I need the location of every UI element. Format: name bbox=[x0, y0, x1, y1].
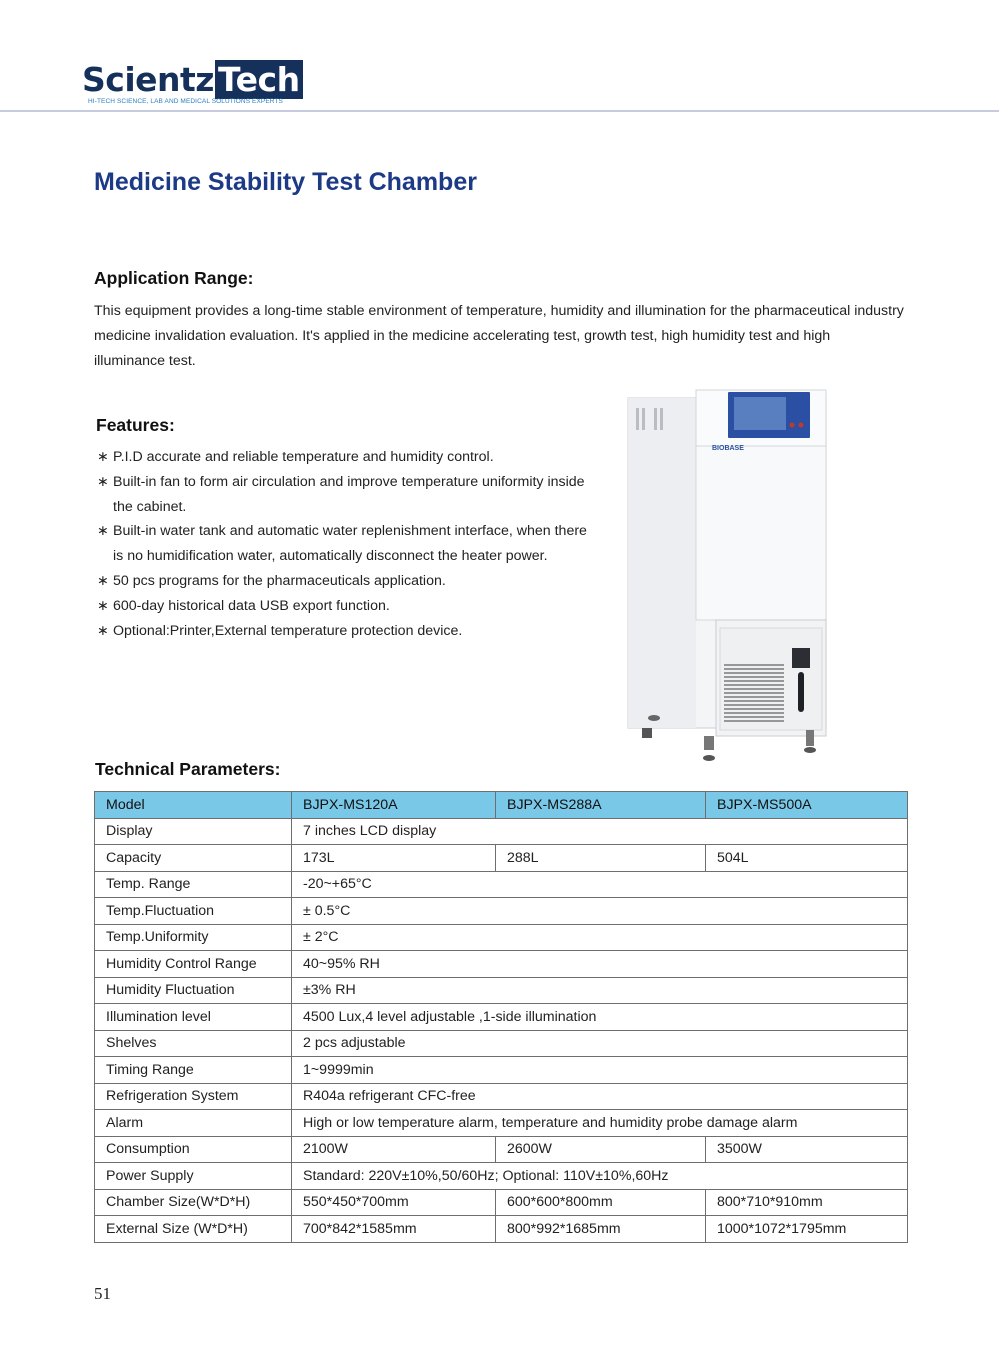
param-label: Chamber Size(W*D*H) bbox=[95, 1189, 292, 1216]
header-cell: BJPX-MS120A bbox=[292, 792, 496, 819]
table-row bbox=[95, 951, 908, 978]
param-value: 504L bbox=[706, 845, 908, 872]
param-label: Temp. Range bbox=[95, 871, 292, 898]
feature-item bbox=[97, 594, 587, 619]
table-row bbox=[95, 845, 908, 872]
param-label: Humidity Control Range bbox=[95, 951, 292, 978]
param-value: R404a refrigerant CFC-free bbox=[292, 1083, 908, 1110]
feature-text: Built-in water tank and automatic water replenishment interface, when there is no humidification water, automatically disconnect the heater power. bbox=[113, 523, 587, 565]
param-label: Refrigeration System bbox=[95, 1083, 292, 1110]
param-label: Consumption bbox=[95, 1136, 292, 1163]
param-value: 1000*1072*1795mm bbox=[706, 1216, 908, 1243]
product-brand-label: BIOBASE bbox=[712, 445, 744, 452]
param-label: Illumination level bbox=[95, 1004, 292, 1031]
features-heading: Features: bbox=[96, 415, 175, 435]
feature-text: P.I.D accurate and reliable temperature and humidity control. bbox=[113, 449, 494, 465]
header-divider bbox=[0, 110, 999, 112]
brand-tagline: HI-TECH SCIENCE, LAB AND MEDICAL SOLUTIONS EXPERTS bbox=[88, 98, 283, 105]
bullet-icon: ∗ bbox=[97, 572, 109, 589]
param-value: 7 inches LCD display bbox=[292, 818, 908, 845]
param-value: 3500W bbox=[706, 1136, 908, 1163]
param-value: 288L bbox=[496, 845, 706, 872]
page-title: Medicine Stability Test Chamber bbox=[94, 168, 477, 196]
table-row bbox=[95, 871, 908, 898]
param-value: ± 0.5°C bbox=[292, 898, 908, 925]
param-value: 550*450*700mm bbox=[292, 1189, 496, 1216]
param-value: ±3% RH bbox=[292, 977, 908, 1004]
bullet-icon: ∗ bbox=[97, 523, 109, 540]
param-label: Temp.Fluctuation bbox=[95, 898, 292, 925]
header-cell: Model bbox=[95, 792, 292, 819]
param-label: Power Supply bbox=[95, 1163, 292, 1190]
param-label: Alarm bbox=[95, 1110, 292, 1137]
param-value: 700*842*1585mm bbox=[292, 1216, 496, 1243]
table-row bbox=[95, 1216, 908, 1243]
feature-item bbox=[97, 445, 587, 470]
product-image bbox=[624, 380, 834, 772]
table-header-row bbox=[95, 792, 908, 819]
param-value: -20~+65°C bbox=[292, 871, 908, 898]
param-value: 2600W bbox=[496, 1136, 706, 1163]
param-value: 40~95% RH bbox=[292, 951, 908, 978]
table-row bbox=[95, 898, 908, 925]
param-value: 800*710*910mm bbox=[706, 1189, 908, 1216]
table-row bbox=[95, 1057, 908, 1084]
table-row bbox=[95, 977, 908, 1004]
bullet-icon: ∗ bbox=[97, 622, 109, 639]
param-label: External Size (W*D*H) bbox=[95, 1216, 292, 1243]
feature-text: Built-in fan to form air circulation and improve temperature uniformity inside the cabinet. bbox=[113, 473, 585, 515]
brand-name-part1: Scientz bbox=[82, 60, 214, 99]
feature-item bbox=[97, 470, 587, 520]
param-value: High or low temperature alarm, temperature and humidity probe damage alarm bbox=[292, 1110, 908, 1137]
param-label: Humidity Fluctuation bbox=[95, 977, 292, 1004]
application-heading: Application Range: bbox=[94, 268, 254, 288]
header-cell: BJPX-MS500A bbox=[706, 792, 908, 819]
param-value: 600*600*800mm bbox=[496, 1189, 706, 1216]
param-value: 173L bbox=[292, 845, 496, 872]
param-value: 4500 Lux,4 level adjustable ,1-side illumination bbox=[292, 1004, 908, 1031]
table-row bbox=[95, 1110, 908, 1137]
feature-item bbox=[97, 619, 587, 644]
bullet-icon: ∗ bbox=[97, 597, 109, 614]
feature-item bbox=[97, 569, 587, 594]
bullet-icon: ∗ bbox=[97, 473, 109, 490]
table-row bbox=[95, 924, 908, 951]
table-row bbox=[95, 1163, 908, 1190]
param-label: Capacity bbox=[95, 845, 292, 872]
param-label: Shelves bbox=[95, 1030, 292, 1057]
table-row bbox=[95, 1136, 908, 1163]
table-row bbox=[95, 1030, 908, 1057]
header-cell: BJPX-MS288A bbox=[496, 792, 706, 819]
brand-wordmark bbox=[82, 60, 303, 100]
feature-text: Optional:Printer,External temperature protection device. bbox=[113, 622, 463, 639]
feature-text: 50 pcs programs for the pharmaceuticals application. bbox=[113, 572, 446, 589]
feature-text: 600-day historical data USB export function. bbox=[113, 597, 390, 614]
technical-heading: Technical Parameters: bbox=[95, 759, 281, 779]
features-list bbox=[97, 445, 587, 643]
table-row bbox=[95, 1189, 908, 1216]
param-label: Display bbox=[95, 818, 292, 845]
bullet-icon: ∗ bbox=[97, 449, 109, 465]
page-number: 51 bbox=[94, 1284, 111, 1303]
brand-name-part2: Tech bbox=[215, 60, 303, 99]
param-value: 800*992*1685mm bbox=[496, 1216, 706, 1243]
param-value: Standard: 220V±10%,50/60Hz; Optional: 110V±10%,60Hz bbox=[292, 1163, 908, 1190]
param-label: Temp.Uniformity bbox=[95, 924, 292, 951]
table-row bbox=[95, 818, 908, 845]
feature-item bbox=[97, 519, 587, 569]
param-value: 2 pcs adjustable bbox=[292, 1030, 908, 1057]
param-value: ± 2°C bbox=[292, 924, 908, 951]
param-value: 1~9999min bbox=[292, 1057, 908, 1084]
technical-parameters-table bbox=[94, 791, 908, 1243]
table-row bbox=[95, 1004, 908, 1031]
application-text: This equipment provides a long-time stable environment of temperature, humidity and illumination for the pharmaceutical industry medicine invalidation evaluation. It's applied in the medicine accelerating test, growth test, high humidity test and high illuminance test. bbox=[94, 303, 904, 369]
param-value: 2100W bbox=[292, 1136, 496, 1163]
table-row bbox=[95, 1083, 908, 1110]
param-label: Timing Range bbox=[95, 1057, 292, 1084]
